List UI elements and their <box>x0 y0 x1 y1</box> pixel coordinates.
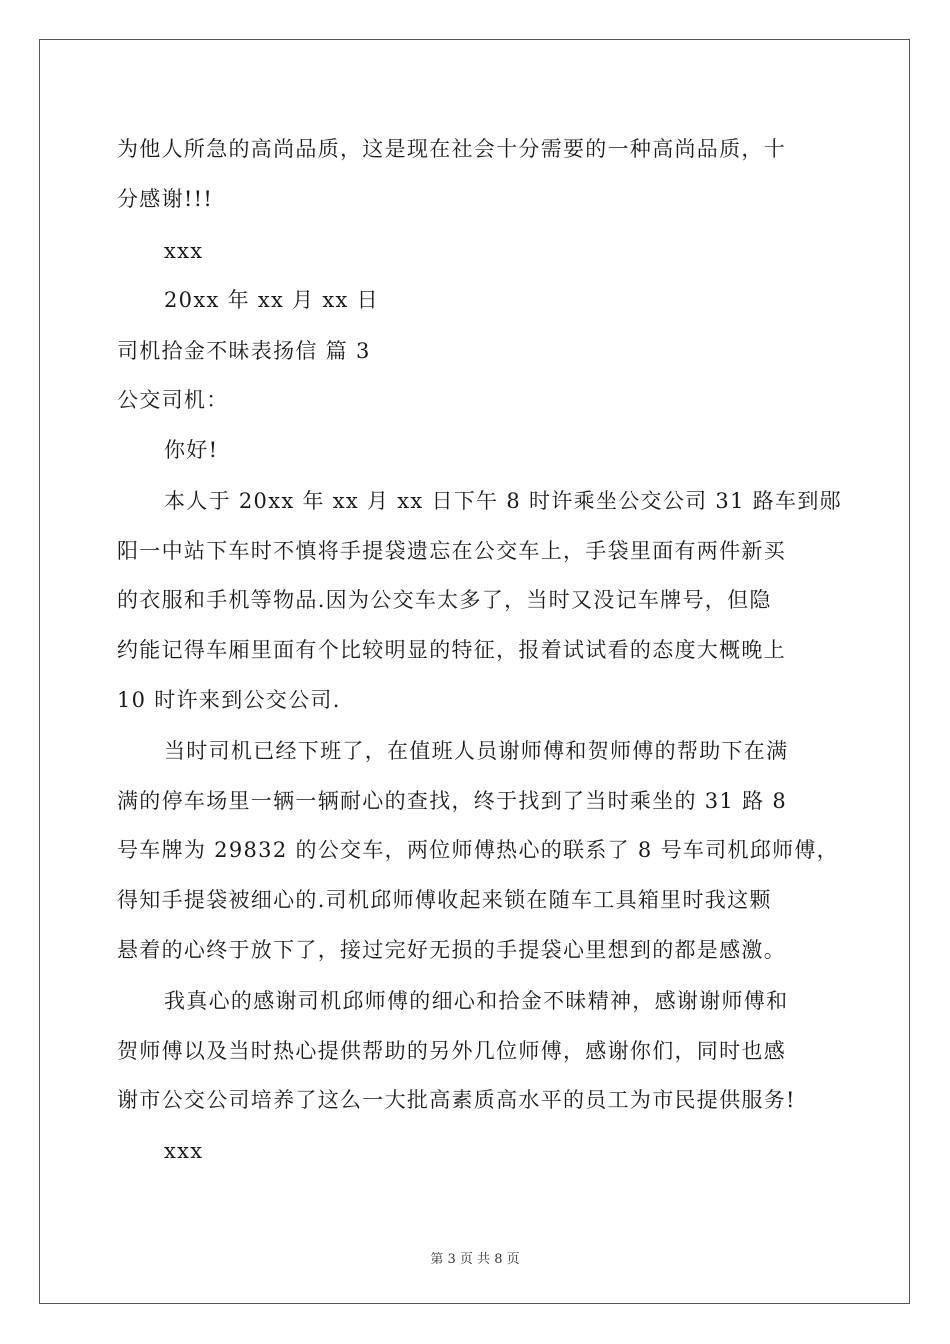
body-line: 当时司机已经下班了，在值班人员谢师傅和贺师傅的帮助下在满 <box>164 739 789 763</box>
body-line: 的衣服和手机等物品.因为公交车太多了，当时又没记车牌号，但隐 <box>117 588 772 612</box>
page-border <box>39 39 910 1304</box>
body-line: 约能记得车厢里面有个比较明显的特征，报着试试看的态度大概晚上 <box>117 638 786 662</box>
body-line: 阳一中站下车时不慎将手提袋遗忘在公交车上，手袋里面有两件新买 <box>117 539 786 563</box>
greeting: 你好! <box>164 438 219 462</box>
body-line: 10 时许来到公交公司. <box>117 688 341 712</box>
body-line: 为他人所急的高尚品质，这是现在社会十分需要的一种高尚品质，十 <box>117 137 786 161</box>
page-number-footer: 第 3 页 共 8 页 <box>430 1252 520 1267</box>
body-line: 我真心的感谢司机邱师傅的细心和拾金不昧精神，感谢谢师傅和 <box>164 989 789 1013</box>
date-line: 20xx 年 xx 月 xx 日 <box>164 288 379 312</box>
body-line: 分感谢!!! <box>117 187 214 211</box>
signature: xxx <box>164 1139 204 1163</box>
signature: xxx <box>164 239 204 263</box>
body-line: 满的停车场里一辆一辆耐心的查找，终于找到了当时乘坐的 31 路 8 <box>117 789 788 813</box>
body-line: 得知手提袋被细心的.司机邱师傅收起来锁在随车工具箱里时我这颗 <box>117 888 772 912</box>
body-line: 号车牌为 29832 的公交车，两位师傅热心的联系了 8 号车司机邱师傅， <box>117 838 839 862</box>
body-line: 悬着的心终于放下了，接过完好无损的手提袋心里想到的都是感激。 <box>117 938 786 962</box>
body-line: 谢市公交公司培养了这么一大批高素质高水平的员工为市民提供服务! <box>117 1088 796 1112</box>
body-line: 贺师傅以及当时热心提供帮助的另外几位师傅，感谢你们，同时也感 <box>117 1039 786 1063</box>
salutation: 公交司机： <box>117 388 229 412</box>
section-heading: 司机拾金不昧表扬信 篇 3 <box>117 339 371 363</box>
body-line: 本人于 20xx 年 xx 月 xx 日下午 8 时许乘坐公交公司 31 路车到郧 <box>164 489 842 513</box>
